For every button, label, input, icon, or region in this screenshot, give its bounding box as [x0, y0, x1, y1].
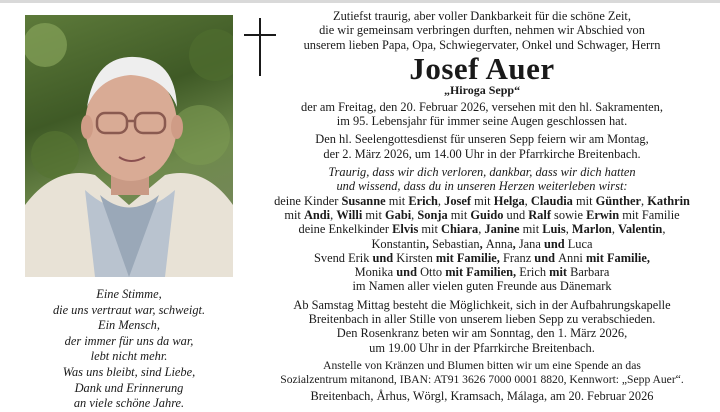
family-member-name: Valentin	[618, 222, 663, 237]
family-member-name: mit Familien,	[442, 265, 520, 280]
donation-line: Sozialzentrum mitanond, IBAN: AT91 3626 7000 0001 8820, Kennwort: „Sepp Auer“.	[280, 372, 684, 386]
poem-line: der immer für uns da war,	[64, 333, 194, 348]
family-line: mit Andi, Willi mit Gabi, Sonja mit Guido und Ralf sowie Erwin mit Familie	[284, 207, 680, 222]
memorial-poem	[20, 287, 238, 412]
family-member-name: Chiara	[441, 222, 479, 237]
family-member-name: Susanne	[341, 193, 386, 208]
family-member-name: mit Familie,	[432, 250, 503, 265]
mourning-quote-line: und wissend, dass du in unseren Herzen weiterleben wirst:	[336, 179, 628, 194]
family-line: im Namen aller vielen guten Freunde aus Dänemark	[352, 279, 612, 294]
death-line: im 95. Lebensjahr für immer seine Augen geschlossen hat.	[336, 114, 628, 129]
intro-line: unserem lieben Papa, Opa, Schwiegervater, Onkel und Schwager, Herrn	[303, 37, 661, 52]
poem-line: Ein Mensch,	[98, 318, 160, 333]
service-line: der 2. März 2026, um 14.00 Uhr in der Pfarrkirche Breitenbach.	[323, 146, 641, 161]
poem-line: die uns vertraut war, schweigt.	[52, 302, 206, 317]
poem-line: Eine Stimme,	[96, 287, 162, 301]
intro-text	[262, 9, 702, 52]
donation-line: Anstelle von Kränzen und Blumen bitten wir um eine Spende an das	[323, 358, 641, 372]
family-member-name: und	[540, 236, 568, 251]
notice-text	[262, 9, 702, 403]
family-member-name: Luis	[542, 222, 566, 237]
family-member-name: mit	[546, 265, 571, 280]
family-member-name: Willi	[336, 207, 363, 222]
family-member-name: Sonja	[417, 207, 448, 222]
family-member-name: Guido	[470, 207, 504, 222]
family-member-name: Kathrin	[647, 193, 690, 208]
viewing-line: um 19.00 Uhr in der Pfarrkirche Breitenbach.	[369, 340, 595, 355]
family-member-name: Elvis	[392, 222, 419, 237]
death-line: der am Freitag, den 20. Februar 2026, versehen mit den hl. Sakramenten,	[301, 99, 663, 114]
top-divider	[0, 0, 720, 3]
mourning-quote-line: Traurig, dass wir dich verloren, dankbar, dass wir dich hatten	[328, 165, 636, 180]
family-member-name: Claudia	[530, 193, 573, 208]
family-member-name: Erwin	[586, 207, 620, 222]
family-member-name: ,	[479, 236, 486, 251]
family-member-name: Erich	[408, 193, 438, 208]
places-date: Breitenbach, Århus, Wörgl, Kramsach, Málaga, am 20. Februar 2026	[310, 389, 654, 404]
family-member-name: und	[369, 250, 397, 265]
service-line: Den hl. Seelengottesdienst für unseren Sepp feiern wir am Montag,	[315, 132, 649, 147]
family-line: Monika und Otto mit Familien, Erich mit Barbara	[354, 265, 610, 280]
family-member-name: mit Familie,	[582, 250, 650, 265]
family-member-name: Marlon	[571, 222, 612, 237]
family-member-name: Janine	[484, 222, 520, 237]
intro-line: die wir gemeinsam verbringen durften, nehmen wir Abschied von	[319, 23, 645, 38]
family-member-name: Andi	[303, 207, 331, 222]
poem-line: Was uns bleibt, sind Liebe,	[62, 364, 196, 379]
portrait-illustration	[25, 15, 233, 277]
family-line: deine Enkelkinder Elvis mit Chiara, Janine mit Luis, Marlon, Valentin,	[298, 222, 666, 237]
viewing-line: Ab Samstag Mittag besteht die Möglichkeit, sich in der Aufbahrungskapelle	[293, 297, 671, 312]
family-member-name: Helga	[493, 193, 525, 208]
intro-line: Zutiefst traurig, aber voller Dankbarkeit für die schöne Zeit,	[333, 9, 631, 23]
family-member-name: Josef	[444, 193, 471, 208]
poem-line: Dank und Erinnerung	[74, 380, 184, 395]
family-member-name: Gabi	[384, 207, 412, 222]
nickname: „Hiroga Sepp“	[443, 82, 521, 97]
family-line: Svend Erik und Kirsten mit Familie, Franz und Anni mit Familie,	[314, 250, 650, 265]
family-member-name: und	[531, 250, 559, 265]
portrait-photo	[25, 15, 233, 277]
family-member-name: ,	[425, 236, 433, 251]
family-member-name: Ralf	[528, 207, 551, 222]
deceased-name: Josef Auer	[409, 50, 555, 86]
family-line: Konstantin, Sebastian, Anna, Jana und Luca	[371, 236, 593, 251]
family-member-name: und	[393, 265, 421, 280]
poem-line: an viele schöne Jahre.	[73, 396, 185, 411]
family-member-name: ,	[512, 236, 519, 251]
family-member-name: Günther	[595, 193, 642, 208]
poem-line: lebt nicht mehr.	[90, 349, 168, 364]
family-line: deine Kinder Susanne mit Erich, Josef mit Helga, Claudia mit Günther, Kathrin	[274, 193, 690, 208]
viewing-line: Den Rosenkranz beten wir am Sonntag, den 1. März 2026,	[336, 326, 628, 341]
viewing-line: Breitenbach in aller Stille von unserem lieben Sepp zu verabschieden.	[308, 312, 656, 327]
